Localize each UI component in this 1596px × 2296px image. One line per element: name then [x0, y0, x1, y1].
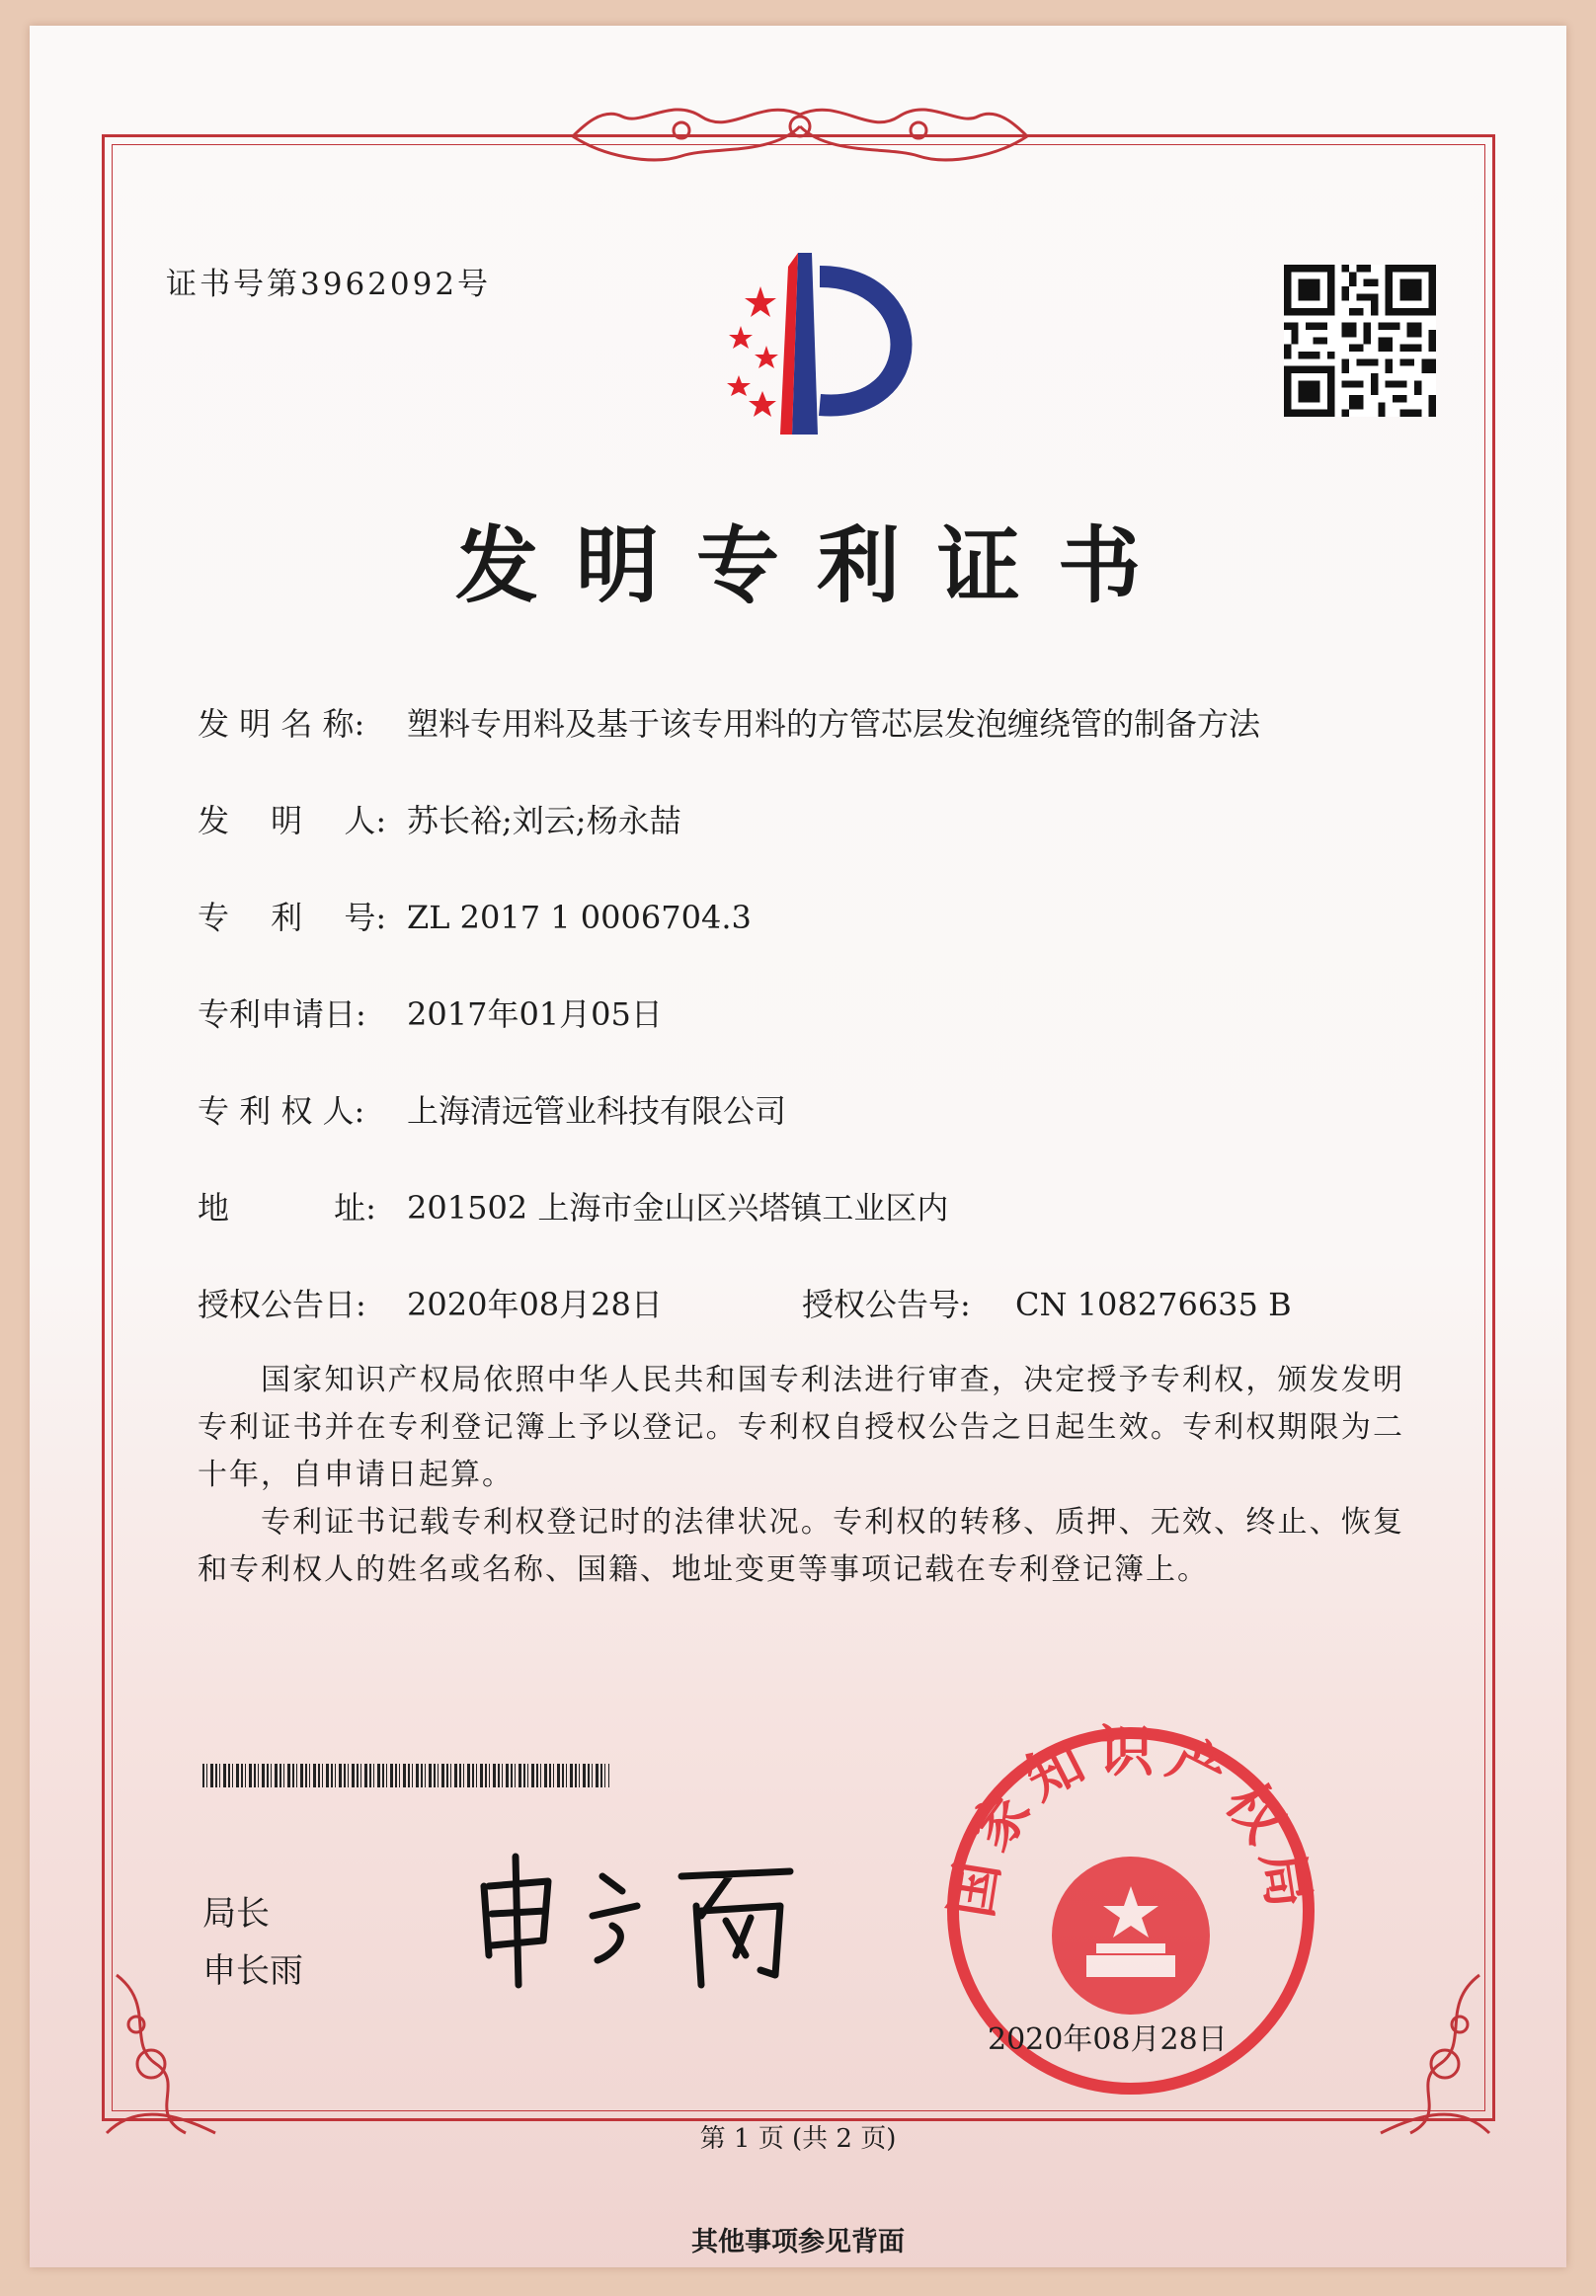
field-value: 201502 上海市金山区兴塔镇工业区内 — [407, 1189, 949, 1227]
field-value: 苏长裕;刘云;杨永喆 — [407, 802, 681, 839]
barcode-icon — [202, 1764, 609, 1787]
field-label: 专利申请日: — [198, 995, 366, 1033]
field-label: 授权公告日: — [198, 1286, 366, 1323]
national-emblem-icon — [1052, 1857, 1210, 2015]
paragraph: 专利证书记载专利权登记时的法律状况。专利权的转移、质押、无效、终止、恢复和专利权人的姓名或名称、国籍、地址变更等事项记载在专利登记簿上。 — [198, 1505, 1404, 1587]
footer-note: 其他事项参见背面 — [691, 2227, 905, 2257]
field-value: 上海清远管业科技有限公司 — [407, 1092, 787, 1130]
field-label: 发 明 名 称: — [198, 705, 365, 743]
handwritten-signature — [464, 1847, 820, 1995]
field-grant-date — [198, 1280, 663, 1325]
page-indicator: 第 1 页 (共 2 页) — [699, 2124, 897, 2154]
field-grant-number — [802, 1280, 1292, 1325]
seal-text: 国家知识产权局 — [939, 1719, 1322, 1923]
field-address — [198, 1183, 948, 1228]
certificate-title: 发明专利证书 — [454, 516, 1178, 614]
field-label: 授权公告号: — [802, 1286, 971, 1323]
qr-code-icon — [1284, 265, 1436, 417]
seal-date: 2020年08月28日 — [988, 2022, 1228, 2057]
field-invention-name — [198, 699, 1260, 745]
field-value: CN 108276635 B — [1015, 1286, 1292, 1323]
signatory-name: 申长雨 — [202, 1951, 303, 1991]
signatory-title: 局长 — [202, 1894, 270, 1934]
corner-ornament-left — [97, 1965, 235, 2143]
paragraph: 国家知识产权局依照中华人民共和国专利法进行审查，决定授予专利权，颁发发明专利证书并在专利登记簿上予以登记。专利权自授权公告之日起生效。专利权期限为二十年，自申请日起算。 — [198, 1363, 1404, 1492]
field-value: 2020年08月28日 — [407, 1286, 663, 1323]
field-patentee — [198, 1086, 786, 1132]
certificate-number: 证书号第3962092号 — [166, 267, 492, 302]
field-value: 2017年01月05日 — [407, 995, 663, 1033]
top-ornament — [563, 97, 1037, 176]
body-text — [198, 1357, 1404, 1594]
corner-ornament-right — [1361, 1965, 1499, 2143]
field-label: 发 明 人: — [198, 802, 387, 839]
field-value: ZL 2017 1 0006704.3 — [407, 899, 752, 936]
field-application-date — [198, 990, 663, 1035]
field-patent-number — [198, 893, 752, 938]
field-inventors — [198, 796, 681, 841]
patent-office-logo-icon — [681, 247, 928, 444]
field-label: 专 利 权 人: — [198, 1092, 365, 1130]
field-label: 地 址: — [198, 1189, 376, 1227]
field-label: 专 利 号: — [198, 899, 387, 936]
field-value: 塑料专用料及基于该专用料的方管芯层发泡缠绕管的制备方法 — [407, 705, 1261, 743]
